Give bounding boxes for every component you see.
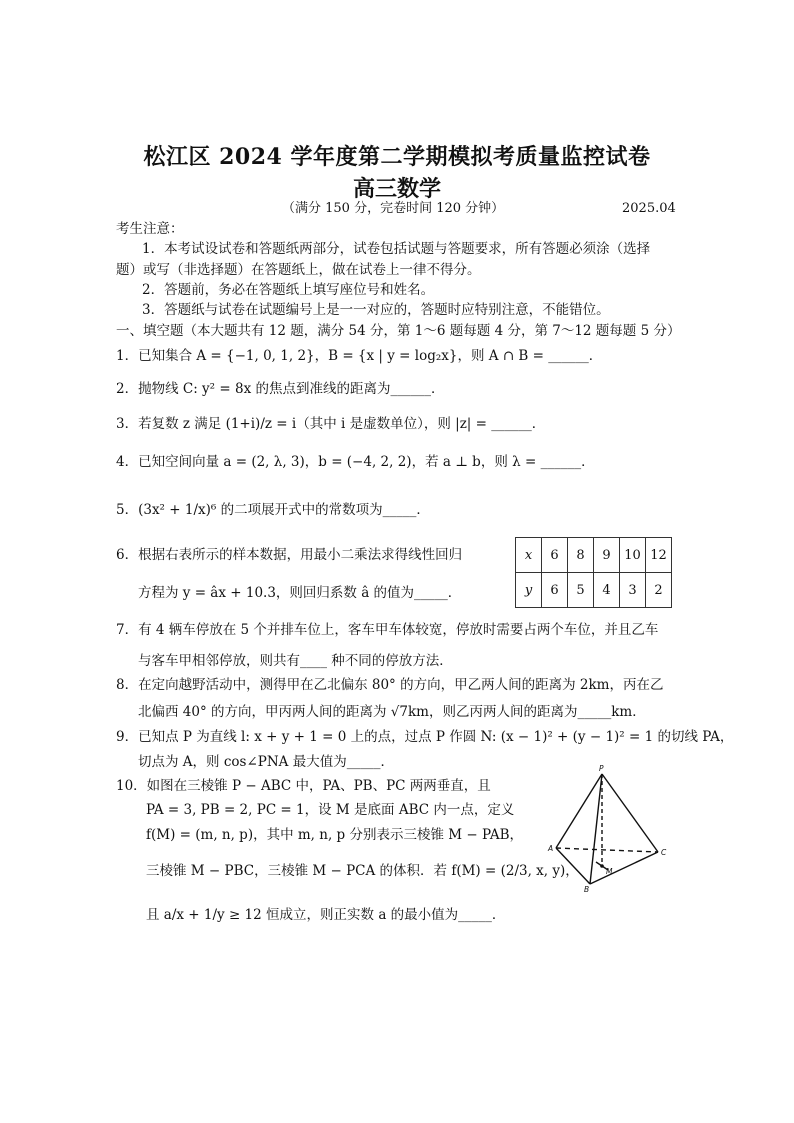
question-5: 5．(3x² + 1/x)⁶ 的二项展开式中的常数项为_____．	[116, 502, 430, 518]
question-1: 1．已知集合 A = {−1, 0, 1, 2}，B = {x | y = log₂x}，则 A ∩ B = ______．	[116, 348, 603, 364]
question-10-line-5: 且 a/x + 1/y ≥ 12 恒成立，则正实数 a 的最小值为_____．	[146, 907, 506, 923]
sample-data-table	[515, 537, 672, 608]
notice-item: 题）或写（非选择题）在答题纸上，做在试卷上一律不得分。	[116, 262, 481, 278]
notice-item: 2．答题前，务必在答题纸上填写座位号和姓名。	[142, 282, 435, 298]
table-cell: 3	[620, 573, 646, 608]
table-cell: 6	[542, 573, 568, 608]
notice-item: 1．本考试设试卷和答题纸两部分，试卷包括试题与答题要求，所有答题必须涂（选择	[142, 241, 651, 257]
edge-bc	[590, 852, 658, 884]
edge-ac	[556, 848, 658, 852]
question-9-line-2: 切点为 A，则 cos∠PNA 最大值为_____．	[138, 754, 394, 770]
label-p: P	[599, 764, 604, 773]
question-10-line-3: f(M) = (m, n, p)，其中 m, n, p 分别表示三棱锥 M − PAB，	[146, 827, 523, 843]
label-m: M	[606, 867, 613, 876]
table-cell: 12	[646, 538, 672, 573]
table-row	[516, 538, 672, 573]
pyramid-figure	[546, 762, 676, 894]
table-cell: 10	[620, 538, 646, 573]
table-header-x: x	[516, 538, 542, 573]
question-8-line-2: 北偏西 40° 的方向，甲丙两人间的距离为 √7km，则乙丙两人间的距离为_____km．	[138, 704, 646, 720]
question-7-line-2: 与客车甲相邻停放，则共有____ 种不同的停放方法．	[138, 653, 453, 669]
question-4: 4．已知空间向量 a = (2, λ, 3)，b = (−4, 2, 2)，若 a ⊥ b，则 λ = ______．	[116, 454, 595, 470]
question-10-line-4: 三棱锥 M − PBC，三棱锥 M − PCA 的体积．若 f(M) = (2/3, x, y)，	[146, 863, 579, 879]
section-heading: 一、填空题（本大题共有 12 题，满分 54 分，第 1～6 题每题 4 分，第 7～12 题每题 5 分）	[116, 323, 681, 339]
notice-item: 3．答题纸与试卷在试题编号上是一一对应的，答题时应特别注意，不能错位。	[142, 302, 610, 318]
question-10-line-1: 10．如图在三棱锥 P − ABC 中，PA、PB、PC 两两垂直，且	[116, 778, 491, 794]
label-b: B	[584, 885, 590, 894]
table-cell: 4	[594, 573, 620, 608]
table-header-y: y	[516, 573, 542, 608]
point-m	[600, 864, 604, 868]
question-6-line-1: 6．根据右表所示的样本数据，用最小二乘法求得线性回归	[116, 547, 463, 563]
question-2: 2．抛物线 C: y² = 8x 的焦点到准线的距离为______．	[116, 381, 445, 397]
edge-ab	[556, 848, 590, 884]
exam-subtitle: 高三数学	[352, 176, 441, 202]
label-c: C	[661, 848, 667, 857]
edge-pc	[602, 774, 658, 852]
table-row	[516, 573, 672, 608]
table-cell: 6	[542, 538, 568, 573]
table-cell: 2	[646, 573, 672, 608]
question-10-line-2: PA = 3, PB = 2, PC = 1，设 M 是底面 ABC 内一点，定义	[146, 802, 515, 818]
question-3: 3．若复数 z 满足 (1+i)/z = i（其中 i 是虚数单位），则 |z| = ______．	[116, 416, 546, 432]
table-cell: 5	[568, 573, 594, 608]
notice-heading: 考生注意：	[116, 221, 184, 237]
exam-title: 松江区 2024 学年度第二学期模拟考质量监控试卷	[143, 144, 651, 170]
question-9-line-1: 9．已知点 P 为直线 l: x + y + 1 = 0 上的点，过点 P 作圆 N: (x − 1)² + (y − 1)² = 1 的切线 PA，	[116, 729, 734, 745]
table-cell: 8	[568, 538, 594, 573]
exam-date: 2025.04	[622, 201, 676, 216]
question-7-line-1: 7．有 4 辆车停放在 5 个并排车位上，客车甲车体较宽，停放时需要占两个车位，并且乙车	[116, 622, 659, 638]
table-cell: 9	[594, 538, 620, 573]
question-8-line-1: 8．在定向越野活动中，测得甲在乙北偏东 80° 的方向，甲乙两人间的距离为 2km，丙在乙	[116, 677, 664, 693]
question-6-line-2: 方程为 y = âx + 10.3，则回归系数 â 的值为_____．	[138, 585, 462, 601]
label-a: A	[548, 844, 554, 853]
exam-info: （满分 150 分，完卷时间 120 分钟）	[282, 201, 505, 216]
